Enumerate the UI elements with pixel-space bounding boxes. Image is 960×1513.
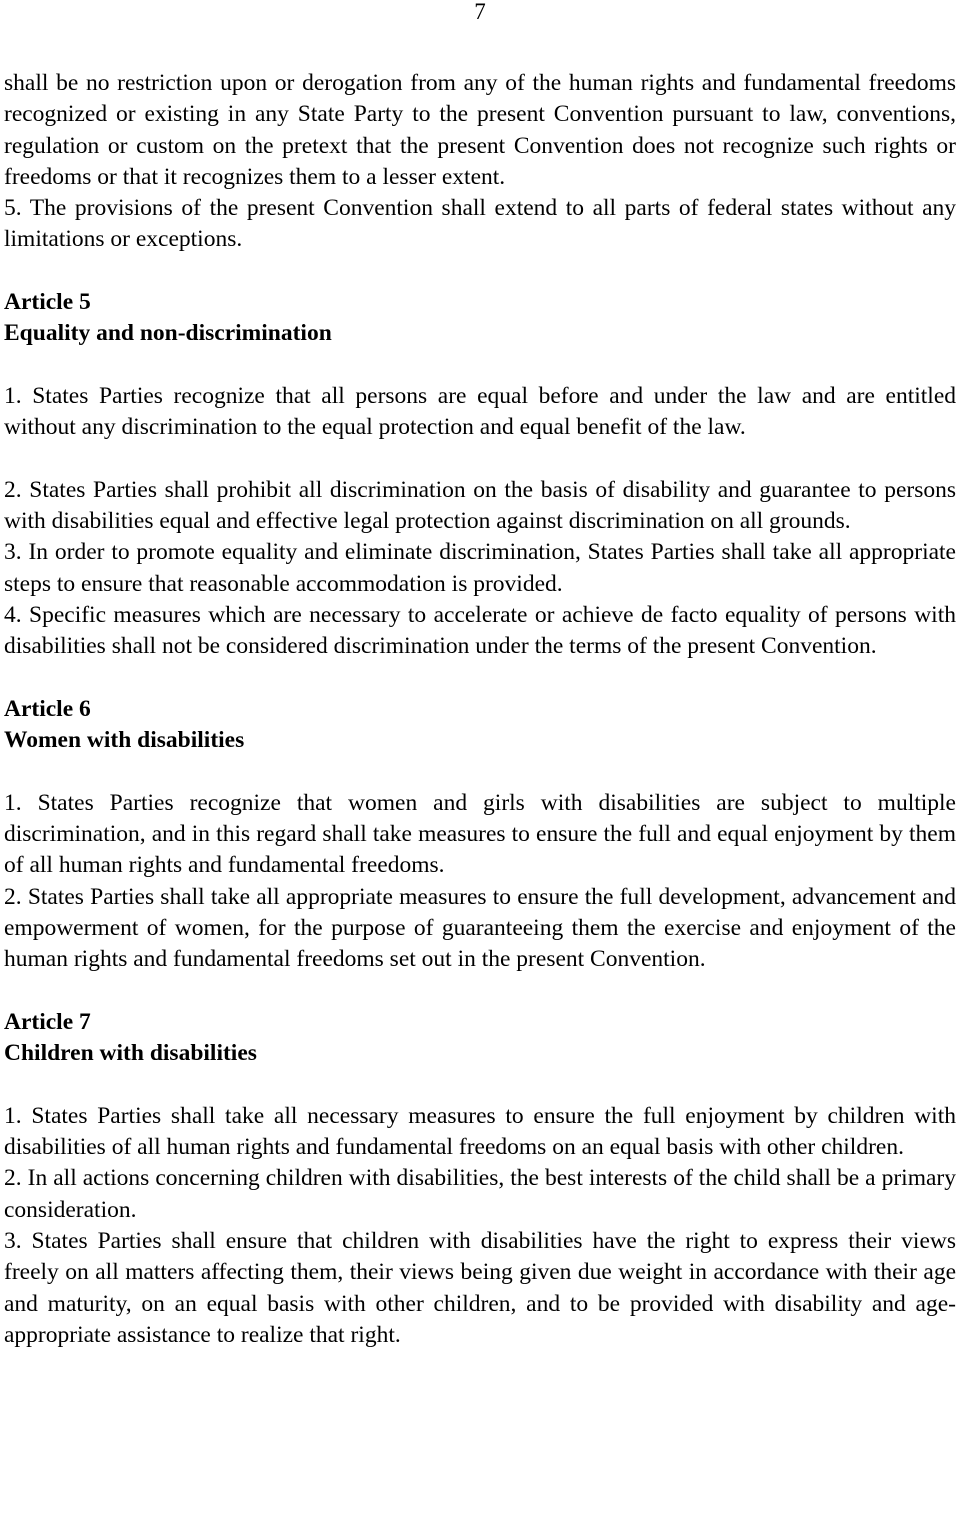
- paragraph: 1. States Parties recognize that women and girls with disabilities are subject to multiple discrimination, and in this regard shall take measures to ensure the full and equal enjoyment by them of all human rights and fundamental freedoms.: [4, 789, 956, 879]
- paragraph: 5. The provisions of the present Convention shall extend to all parts of federal states without any limitations or exceptions.: [4, 195, 956, 253]
- paragraph: 3. States Parties shall ensure that children with disabilities have the right to express their views freely on all matters affecting them, their views being given due weight in accordance with their age and maturity, on an equal basis with other children, and to be provided with disability and age-appropriate assistance to realize that right.: [4, 1227, 956, 1348]
- section-heading: Children with disabilities: [4, 1040, 257, 1067]
- paragraph-spacer: [4, 976, 956, 1007]
- paragraph-spacer: [4, 663, 956, 694]
- section-heading: Article 7: [4, 1008, 91, 1035]
- paragraph: 2. States Parties shall take all appropriate measures to ensure the full development, advancement and empowerment of women, for the purpose of guaranteeing them the exercise and enjoyment of the human rights and fundamental freedoms set out in the present Convention.: [4, 883, 956, 973]
- section-heading: Article 6: [4, 695, 91, 722]
- section-heading: Equality and non-discrimination: [4, 320, 332, 347]
- paragraph: 1. States Parties shall take all necessary measures to ensure the full enjoyment by children with disabilities of all human rights and fundamental freedoms on an equal basis with other children.: [4, 1102, 956, 1161]
- paragraph: 2. In all actions concerning children with disabilities, the best interests of the child shall be a primary consideration.: [4, 1165, 956, 1223]
- paragraph: shall be no restriction upon or derogation from any of the human rights and fundamental freedoms recognized or existing in any State Party to the present Convention pursuant to law, conventions, regulation or custom on the pretext that the present Convention does not recognize such rights or freedoms or that it recognizes them to a lesser extent.: [4, 70, 956, 190]
- paragraph: 1. States Parties recognize that all persons are equal before and under the law and are entitled without any discrimination to the equal protection and equal benefit of the law.: [4, 382, 956, 441]
- page-number: 7: [474, 0, 486, 24]
- paragraph: 4. Specific measures which are necessary to accelerate or achieve de facto equality of persons with disabilities shall not be considered discrimination under the terms of the present Convention.: [4, 602, 956, 660]
- document-body: [4, 68, 956, 1351]
- paragraph: 3. In order to promote equality and eliminate discrimination, States Parties shall take all appropriate steps to ensure that reasonable accommodation is provided.: [4, 539, 956, 597]
- paragraph-spacer: [4, 256, 956, 287]
- paragraph-spacer: [4, 1070, 956, 1101]
- paragraph-spacer: [4, 444, 956, 475]
- paragraph-spacer: [4, 350, 956, 381]
- section-heading: Article 5: [4, 289, 91, 316]
- section-heading: Women with disabilities: [4, 727, 245, 754]
- paragraph: 2. States Parties shall prohibit all discrimination on the basis of disability and guarantee to persons with disabilities equal and effective legal protection against discrimination on all grounds.: [4, 476, 956, 535]
- paragraph-spacer: [4, 757, 956, 788]
